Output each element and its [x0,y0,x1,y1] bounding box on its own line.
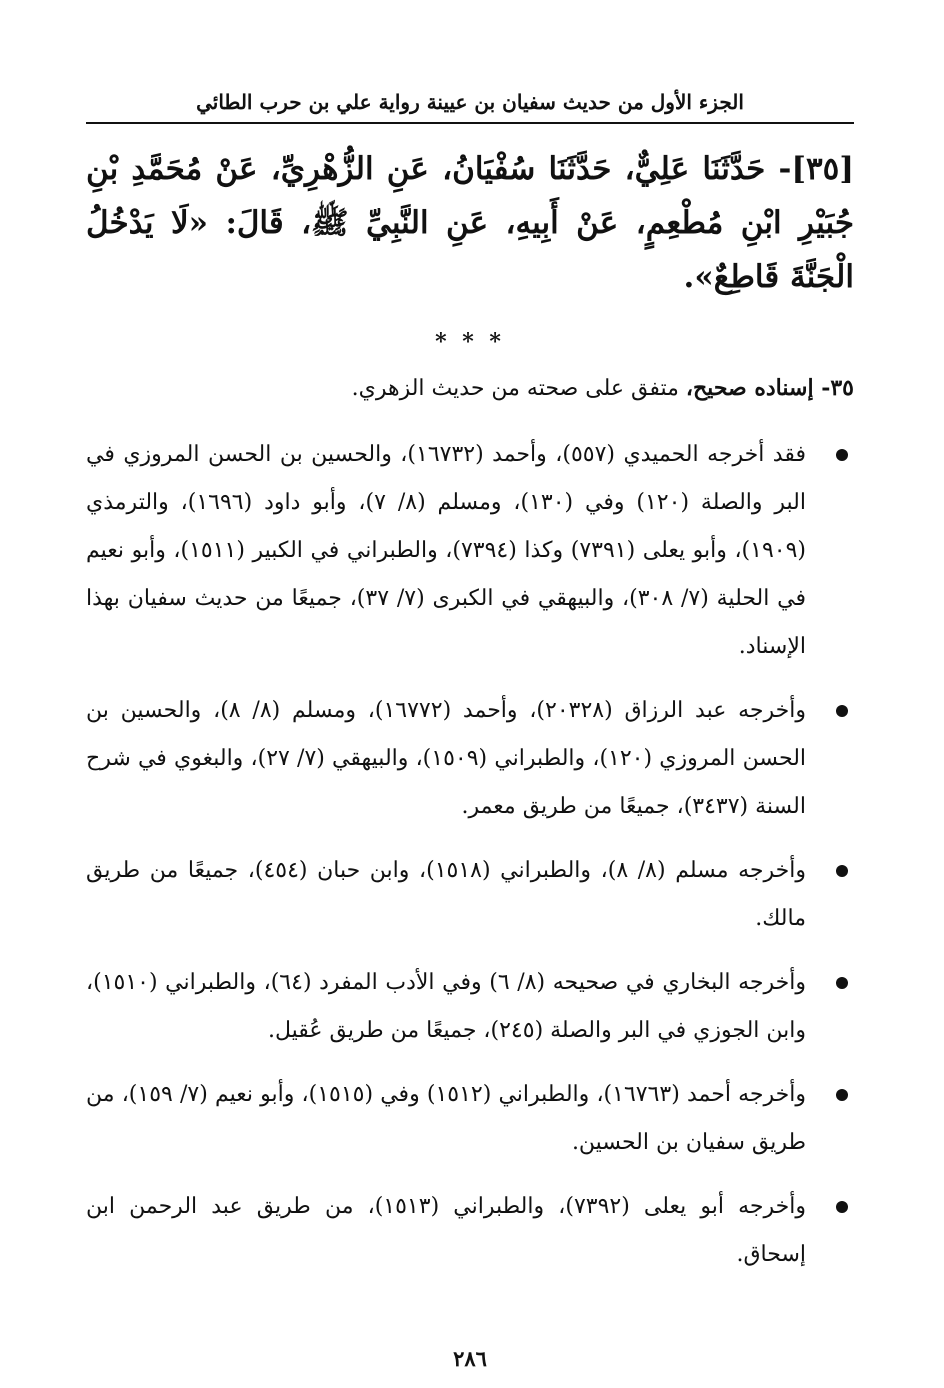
commentary-lead-rest: متفق على صحته من حديث الزهري. [351,376,686,401]
commentary-lead-strong: ٣٥- إسناده صحيح، [685,375,854,401]
commentary-lead [86,368,854,409]
takhrij-item-text: وأخرجه أبو يعلى (٧٣٩٢)، والطبراني (١٥١٣)، من طريق عبد الرحمن ابن إسحاق. [86,1194,806,1267]
takhrij-item-text: وأخرجه مسلم (٨/ ٨)، والطبراني (١٥١٨)، وابن حبان (٤٥٤)، جميعًا من طريق مالك. [86,858,807,931]
takhrij-item-text: وأخرجه عبد الرزاق (٢٠٣٢٨)، وأحمد (١٦٧٧٢)، ومسلم (٨/ ٨)، والحسين بن الحسن المروزي (١٢٠)، والطبراني (١٥٠٩)، والبيهقي (٧/ ٢٧)، والبغوي في شرح السنة (٣٤٣٧)، جميعًا من طريق معمر. [86,698,807,819]
bullet-icon [836,1089,848,1101]
hadith-text-block [86,142,854,304]
takhrij-list [86,431,854,1279]
running-header: الجزء الأول من حديث سفيان بن عيينة رواية علي بن حرب الطائي [86,84,854,124]
takhrij-item [86,847,854,943]
section-separator: * * * [435,329,505,355]
bullet-icon [836,705,848,717]
takhrij-item [86,687,854,831]
bullet-icon [836,449,848,461]
bullet-icon [836,977,848,989]
bullet-icon [836,865,848,877]
takhrij-item-text: فقد أخرجه الحميدي (٥٥٧)، وأحمد (١٦٧٣٢)، والحسين بن الحسن المروزي في البر والصلة (١٢٠) وفي (١٣٠)، ومسلم (٨/ ٧)، وأبو داود (١٦٩٦)، والترمذي (١٩٠٩)، وأبو يعلى (٧٣٩١) وكذا (٧٣٩٤)، والطبراني في الكبير (١٥١١)، وأبو نعيم في الحلية (٧/ ٣٠٨)، والبيهقي في الكبرى (٧/ ٣٧)، جميعًا من حديث سفيان بهذا الإسناد. [86,442,807,659]
book-page [86,84,854,1374]
takhrij-item [86,959,854,1055]
bullet-icon [836,1201,848,1213]
takhrij-item [86,1183,854,1279]
hadith-text: حَدَّثَنَا عَلِيٌّ، حَدَّثَنَا سُفْيَانُ، عَنِ الزُّهْرِيِّ، عَنْ مُحَمَّدِ بْنِ جُبَيْرِ ابْنِ مُطْعِمٍ، عَنْ أَبِيهِ، عَنِ النَّبِيِّ ﷺ، قَالَ: «لَا يَدْخُلُ الْجَنَّةَ قَاطِعٌ». [86,151,854,295]
hadith-number: [٣٥]- [778,151,854,187]
page-number: ٢٨٦ [453,1346,487,1371]
takhrij-item [86,1071,854,1167]
takhrij-item [86,431,854,671]
takhrij-item-text: وأخرجه أحمد (١٦٧٦٣)، والطبراني (١٥١٢) وفي (١٥١٥)، وأبو نعيم (٧/ ١٥٩)، من طريق سفيان بن الحسين. [86,1082,806,1155]
takhrij-item-text: وأخرجه البخاري في صحيحه (٨/ ٦) وفي الأدب المفرد (٦٤)، والطبراني (١٥١٠)، وابن الجوزي في البر والصلة (٢٤٥)، جميعًا من طريق عُقيل. [86,970,807,1043]
